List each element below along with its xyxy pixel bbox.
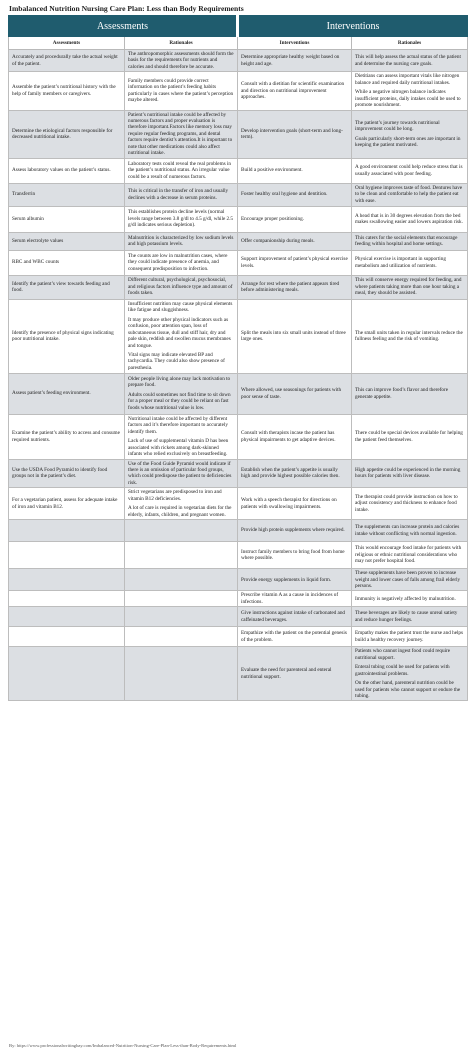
intervention-rationale-cell-paragraph: Enteral tubing could be used for patients with gastrointestinal problems. (355, 664, 450, 677)
assessment-rationale-cell (125, 647, 238, 701)
intervention-rationale-cell-paragraph: This will help assess the actual status of the patient and determine the nursing care goals. (355, 54, 461, 67)
intervention-cell: Encourage proper positioning. (238, 206, 352, 232)
assessment-cell: Examine the patient’s ability to access and consume required nutrients. (9, 414, 125, 459)
intervention-cell: Provide high protein supplements where required. (238, 520, 352, 542)
intervention-rationale-cell-paragraph: Immunity is negatively affected by malnutrition. (355, 595, 456, 602)
assessment-cell: Use the USDA Food Pyramid to identify food groups not in the patient’s diet. (9, 459, 125, 488)
assessment-rationale-cell-paragraph: Use of the Food Guide Pyramid would indicate if there is an omission of particular food groups, which could predispose the patient to deficiencies risk. (128, 460, 232, 486)
intervention-rationale-cell-paragraph: While a negative nitrogen balance indicates insufficient proteins, daily intakes could be used to promote nourishment. (355, 89, 461, 109)
assessment-rationale-cell-paragraph: The counts are low in malnutrition cases, where they could indicate presence of anemia, and consequent predisposition to infection. (128, 252, 228, 272)
table-row (9, 520, 468, 542)
table-row (9, 72, 468, 110)
intervention-cell: Work with a speech therapist for directions on patients with swallowing impairments. (238, 488, 352, 520)
intervention-rationale-cell (352, 627, 468, 647)
intervention-rationale-cell (352, 110, 468, 158)
col-header-interventions: Interventions (238, 37, 352, 50)
assessment-rationale-cell-paragraph: Adults could sometimes not find time to sit down for a proper meal or they could be reliant on fast foods whose nutritional value is low. (128, 391, 231, 411)
intervention-rationale-cell-paragraph: These supplements have been proven to increase weight and lower cases of falls among frail elderly persons. (355, 570, 461, 589)
table-row (9, 299, 468, 373)
assessment-rationale-cell-paragraph: Older people living alone may lack motivation to prepare food. (128, 375, 231, 389)
assessment-rationale-cell (125, 373, 238, 414)
assessment-rationale-cell (125, 542, 238, 569)
assessment-cell (9, 569, 125, 591)
assessment-cell: Serum albumin (9, 206, 125, 232)
assessment-rationale-cell (125, 299, 238, 373)
intervention-cell: Offer companionship during meals. (238, 232, 352, 250)
assessment-rationale-cell-paragraph: Vital signs may indicate elevated BP and tachycardia. They could also show presence of paresthesia. (128, 351, 225, 371)
table-row (9, 232, 468, 250)
assessment-rationale-cell (125, 72, 238, 110)
intervention-rationale-cell-paragraph: There could be special devices available for helping the patient feed themselves. (355, 430, 463, 443)
intervention-rationale-cell (352, 72, 468, 110)
intervention-cell: Empathize with the patient on the potential genesis of the problem. (238, 627, 352, 647)
intervention-rationale-cell (352, 183, 468, 206)
assessment-rationale-cell (125, 206, 238, 232)
table-row (9, 459, 468, 488)
assessment-cell (9, 647, 125, 701)
intervention-cell: Support improvement of patient’s physical exercise levels. (238, 250, 352, 275)
table-row (9, 591, 468, 607)
assessment-cell: Accurately and procedurally take the actual weight of the patient. (9, 50, 125, 72)
assessment-rationale-cell (125, 607, 238, 627)
intervention-rationale-cell-paragraph: Goals particularly short-term ones are important in keeping the patient motivated. (355, 135, 461, 148)
intervention-rationale-cell (352, 488, 468, 520)
assessment-rationale-cell (125, 627, 238, 647)
assessment-cell: Assemble the patient’s nutritional history with the help of family members or caregivers. (9, 72, 125, 110)
care-plan-rows (9, 50, 468, 701)
intervention-rationale-cell-paragraph: This would encourage food intake for patients with religious or ethnic nutritional considerations who may not prefer hospital food. (355, 545, 462, 565)
intervention-cell: Provide energy supplements in liquid form. (238, 569, 352, 591)
intervention-cell: Foster healthy oral hygiene and dentition. (238, 183, 352, 206)
table-row (9, 542, 468, 569)
intervention-rationale-cell-paragraph: The therapist could provide instruction on how to adjust consistency and thickness to enhance food intake. (355, 494, 458, 513)
intervention-cell: Develop intervention goals (short-term and long-term). (238, 110, 352, 158)
intervention-rationale-cell (352, 50, 468, 72)
intervention-rationale-cell-paragraph: Dietitians can assess important vitals like nitrogen balance and required daily nutritional intakes. (355, 73, 460, 86)
table-row (9, 627, 468, 647)
assessment-rationale-cell-paragraph: Patient’s nutritional intake could be affected by numerous factors and proper evaluation is therefore important.Factors like memory loss may require regular feeding programs, and dental factors require dentist’s attention.It is important to note that other medications could also affect nutritional intake. (128, 111, 233, 157)
intervention-rationale-cell-paragraph: A good environment could help reduce stress that is usually associated with poor feeding. (355, 164, 463, 177)
interventions-band: Interventions (238, 16, 468, 37)
intervention-rationale-cell (352, 414, 468, 459)
intervention-rationale-cell (352, 542, 468, 569)
assessment-rationale-cell-paragraph: Nutritional intake could be affected by different factors and it’s therefore important to accurately identify them. (128, 415, 228, 435)
assessment-rationale-cell (125, 183, 238, 206)
table-row (9, 275, 468, 299)
assessment-rationale-cell (125, 158, 238, 183)
col-header-rationales: Rationales (125, 37, 238, 50)
table-row (9, 569, 468, 591)
assessment-rationale-cell (125, 250, 238, 275)
assessment-rationale-cell-paragraph: Malnutrition is characterized by low sodium levels and high potassium levels. (128, 234, 234, 248)
intervention-rationale-cell-paragraph: The small units taken in regular intervals reduce the fullness feeling and the risk of vomiting. (355, 329, 463, 343)
assessment-cell: Determine the etiological factors responsible for decreased nutritional intake. (9, 110, 125, 158)
col-header-assessments: Assessments (9, 37, 125, 50)
assessment-rationale-cell (125, 520, 238, 542)
assessment-cell: Identify the patient’s view towards feeding and food. (9, 275, 125, 299)
table-row (9, 488, 468, 520)
assessment-rationale-cell (125, 488, 238, 520)
assessment-cell (9, 520, 125, 542)
intervention-cell: Evaluate the need for parenteral and enteral nutritional support. (238, 647, 352, 701)
intervention-cell: Build a positive environment. (238, 158, 352, 183)
intervention-rationale-cell-paragraph: Empathy makes the patient trust the nurse and helps build a healthy recovery journey. (355, 630, 464, 643)
assessment-rationale-cell (125, 569, 238, 591)
intervention-rationale-cell-paragraph: High appetite could be experienced in the morning hours for patients with liver disease. (355, 467, 461, 480)
table-row (9, 414, 468, 459)
intervention-cell: Where allowed, use seasonings for patients with poor sense of taste. (238, 373, 352, 414)
intervention-rationale-cell-paragraph: These beverages are likely to cause unreal satiety and reduce hunger feelings. (355, 610, 458, 623)
assessment-cell (9, 542, 125, 569)
intervention-cell: Split the meals into six small units instead of three large ones. (238, 299, 352, 373)
intervention-rationale-cell-paragraph: On the other hand, parenteral nutrition could be used for patients who cannot support or endure the tubing. (355, 680, 461, 699)
assessment-rationale-cell-paragraph: This is critical in the transfer of iron and usually declines with a decrease in serum proteins. (128, 188, 229, 201)
assessment-cell: Identify the presence of physical signs indicating poor nutritional intake. (9, 299, 125, 373)
assessment-cell: Assess patient’s feeding environment. (9, 373, 125, 414)
assessment-rationale-cell (125, 50, 238, 72)
assessments-band: Assessments (9, 16, 238, 37)
assessment-rationale-cell (125, 591, 238, 607)
table-row (9, 373, 468, 414)
intervention-rationale-cell (352, 459, 468, 488)
intervention-rationale-cell (352, 299, 468, 373)
assessment-rationale-cell-paragraph: Different cultural, psychological, psychosocial, and religious factors influence type and amount of foods taken. (128, 277, 233, 297)
intervention-rationale-cell (352, 373, 468, 414)
intervention-rationale-cell-paragraph: Physical exercise is important in supporting metabolism and utilization of nutrients. (355, 256, 446, 269)
intervention-rationale-cell (352, 250, 468, 275)
assessment-rationale-cell-paragraph: The anthropomorphic assessments should form the basis for the requirements for nutrients and calories and should therefore be accurate. (128, 51, 234, 70)
intervention-rationale-cell-paragraph: Patients who cannot ingest food could require nutritional support. (355, 648, 451, 661)
assessment-rationale-cell (125, 232, 238, 250)
intervention-rationale-cell (352, 232, 468, 250)
care-plan-table (8, 15, 468, 701)
intervention-rationale-cell-paragraph: This caters for the social elements that encourage feeding within hospital and home settings. (355, 234, 458, 248)
assessment-rationale-cell-paragraph: Strict vegetarians are predisposed to iron and vitamin B12 deficiencies. (128, 489, 222, 502)
assessment-rationale-cell (125, 459, 238, 488)
page-title: Imbalanced Nutrition Nursing Care Plan: Less than Body Requirements (9, 4, 244, 13)
intervention-rationale-cell (352, 206, 468, 232)
intervention-rationale-cell (352, 607, 468, 627)
intervention-rationale-cell (352, 569, 468, 591)
intervention-rationale-cell (352, 647, 468, 701)
intervention-rationale-cell-paragraph: A head that is in 30 degrees elevation from the bed makes swallowing easier and lowers aspiration risk. (355, 212, 463, 226)
assessment-rationale-cell-paragraph: Laboratory tests could reveal the real problems in the patient’s nutritional status. An irregular value could be a result of numerous factors. (128, 160, 231, 180)
intervention-rationale-cell-paragraph: This will conserve energy required for feeding, and where patients taking more than one hour taking a meal, they should be assisted. (355, 277, 462, 297)
assessment-rationale-cell (125, 275, 238, 299)
intervention-cell: Give instructions against intake of carbonated and caffeinated beverages. (238, 607, 352, 627)
assessment-cell (9, 627, 125, 647)
assessment-cell: RBC and WBC counts (9, 250, 125, 275)
col-header-rationales: Rationales (352, 37, 468, 50)
intervention-rationale-cell (352, 158, 468, 183)
assessment-cell (9, 591, 125, 607)
table-row (9, 183, 468, 206)
intervention-cell: Establish when the patient’s appetite is usually high and provide highest possible calories then. (238, 459, 352, 488)
intervention-rationale-cell-paragraph: This can improve food’s flavor and therefore generate appetite. (355, 387, 449, 400)
intervention-cell: Prescribe vitamin A as a cause in incidences of infections. (238, 591, 352, 607)
table-row (9, 158, 468, 183)
assessment-cell: Transferrin (9, 183, 125, 206)
source-footer: By: https://www.professionalwritingbay.com/Imbalanced-Nutrition-Nursing-Care-Plan-Less-than-Body-Requirements.html (9, 1043, 237, 1048)
table-row (9, 110, 468, 158)
table-row (9, 50, 468, 72)
assessment-cell (9, 607, 125, 627)
intervention-cell: Consult with therapists incase the patient has physical impairments to get adaptive devices. (238, 414, 352, 459)
assessment-cell: Assess laboratory values on the patient’s status. (9, 158, 125, 183)
table-row (9, 206, 468, 232)
table-row (9, 607, 468, 627)
intervention-rationale-cell-paragraph: The supplements can increase protein and calories intake without conflicting with normal ingestion. (355, 524, 460, 537)
assessment-rationale-cell-paragraph: Family members could provide correct information on the patient’s feeding habits particularly in cases where the patient’s perception maybe altered. (128, 78, 234, 104)
assessment-rationale-cell-paragraph: It may produce other physical indicators such as confusion, poor attention span, loss of subcutaneous tissue, dull and stiff hair, dry and pale skin, reddish and swollen mucus membranes and tongue. (128, 316, 231, 349)
table-row (9, 647, 468, 701)
intervention-cell: Determine appropriate healthy weight based on height and age. (238, 50, 352, 72)
intervention-cell: Arrange for rest where the patient appears tired before administering meals. (238, 275, 352, 299)
intervention-cell: Instruct family members to bring food from home where possible. (238, 542, 352, 569)
table-row (9, 250, 468, 275)
assessment-cell: For a vegetarian patient, assess for adequate intake of iron and vitamin B12. (9, 488, 125, 520)
intervention-rationale-cell-paragraph: Oral hygiene improves taste of food. Dentures have to be clean and comfortable to help the patient eat with ease. (355, 184, 463, 204)
assessment-rationale-cell-paragraph: Lack of use of supplemental vitamin D has been associated with rickets among dark-skinned infants who relied exclusively on breastfeeding. (128, 438, 229, 457)
assessment-rationale-cell-paragraph: A lot of care is required in vegetarian diets for the elderly, infants, children, and pregnant women. (128, 505, 232, 518)
intervention-cell: Consult with a dietitian for scientific examination and direction on nutritional improvement approaches. (238, 72, 352, 110)
assessment-rationale-cell-paragraph: This establishes protein decline levels (normal levels range between 3.8 g/dl to 4.5 g/dl, while 2.5 g/dl indicates serious depletion). (128, 209, 234, 229)
intervention-rationale-cell-paragraph: The patient’s journey towards nutritional improvement could be long. (355, 119, 440, 133)
assessment-cell: Serum electrolyte values (9, 232, 125, 250)
assessment-rationale-cell-paragraph: Insufficient nutrition may cause physical elements like fatigue and sluggishness. (128, 300, 233, 314)
intervention-rationale-cell (352, 591, 468, 607)
assessment-rationale-cell (125, 110, 238, 158)
assessment-rationale-cell (125, 414, 238, 459)
intervention-rationale-cell (352, 275, 468, 299)
intervention-rationale-cell (352, 520, 468, 542)
